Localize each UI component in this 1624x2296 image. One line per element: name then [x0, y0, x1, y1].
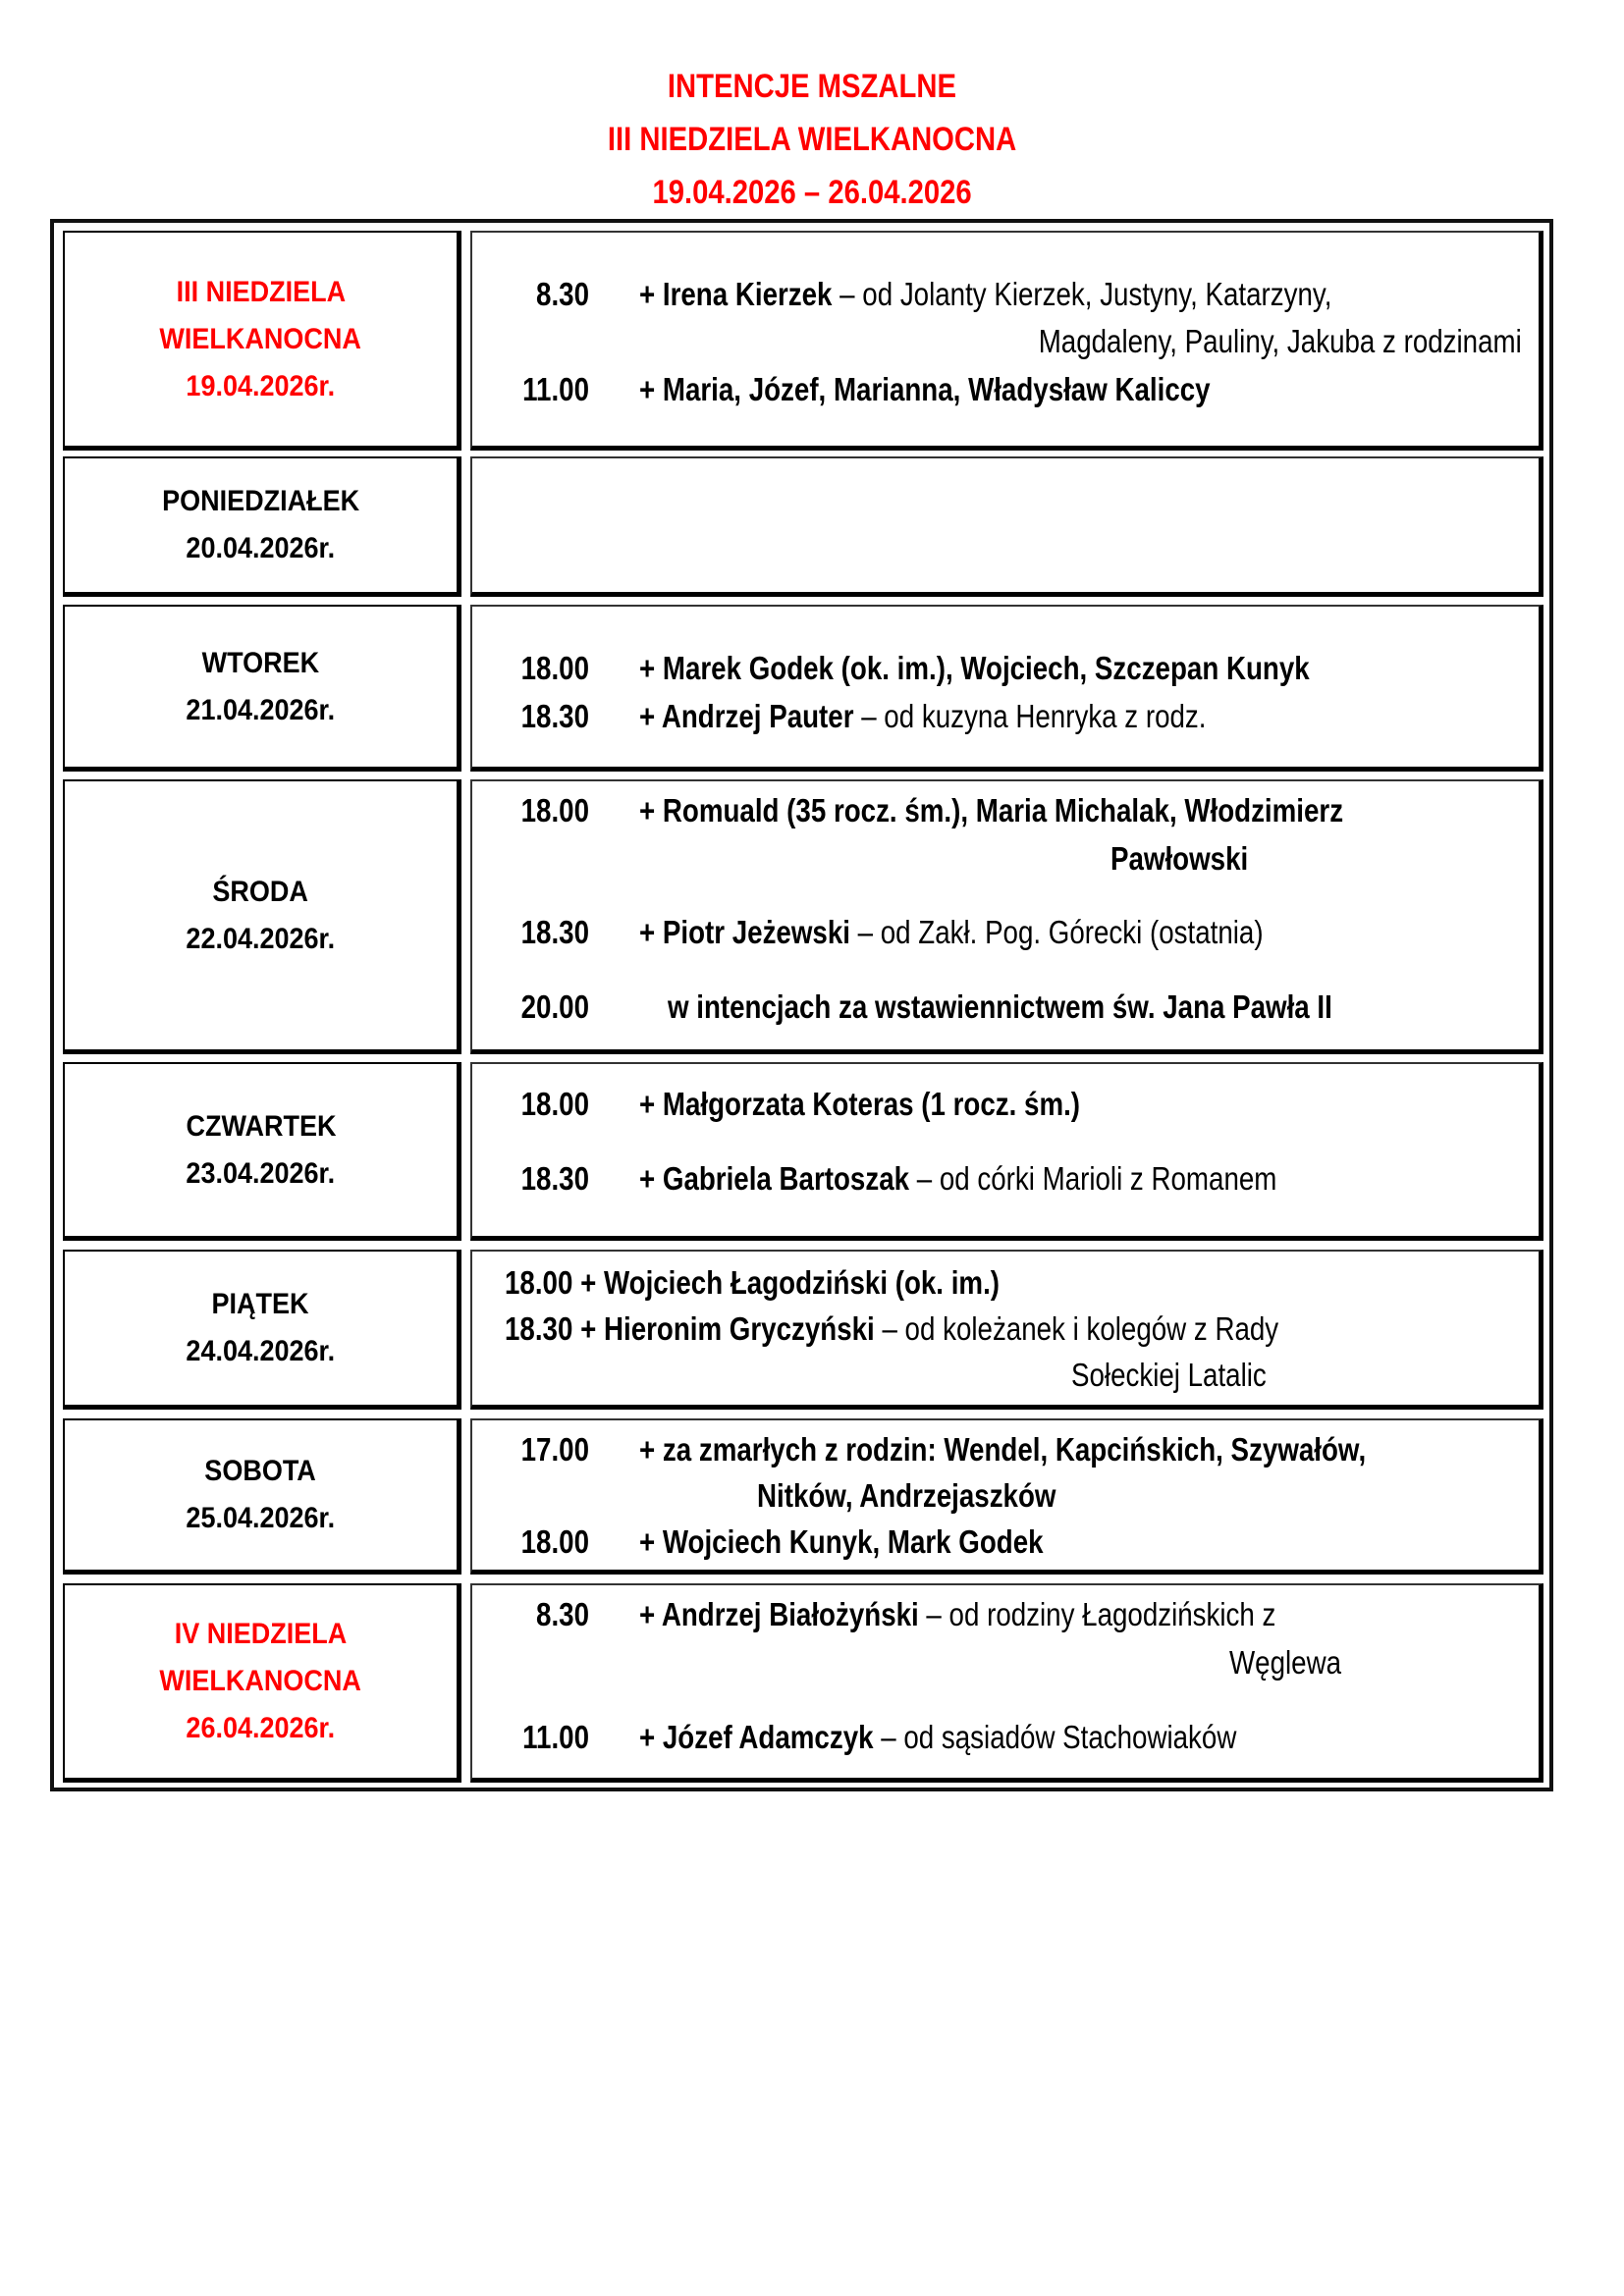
day-name: III NIEDZIELA	[176, 275, 346, 308]
mass-time: 18.00	[520, 650, 589, 686]
day-date: 22.04.2026r.	[186, 922, 336, 955]
title-line-2: III NIEDZIELA WIELKANOCNA	[607, 121, 1017, 158]
day-date: 20.04.2026r.	[186, 532, 336, 564]
mass-time: 18.30	[505, 1310, 573, 1347]
mass-intention: + Irena Kierzek – od Jolanty Kierzek, Justyny, Katarzyny,	[639, 276, 1332, 312]
title-line-1: INTENCJE MSZALNE	[667, 68, 957, 105]
mass-time: 8.30	[536, 276, 589, 312]
day-date: 23.04.2026r.	[186, 1156, 336, 1190]
day-date: 24.04.2026r.	[186, 1335, 336, 1367]
mass-time: 18.00	[505, 1264, 573, 1301]
day-date: 26.04.2026r.	[186, 1712, 336, 1744]
mass-time: 18.00	[520, 792, 589, 828]
masses-cell-monday	[470, 456, 1543, 597]
day-cell-monday	[63, 456, 461, 597]
mass-intention: w intencjach za wstawiennictwem św. Jana Pawła II	[668, 988, 1332, 1025]
mass-time: 18.30	[520, 914, 589, 950]
day-cell-sunday-19	[63, 231, 461, 451]
mass-time: 20.00	[520, 988, 589, 1025]
mass-intention-continued: Nitków, Andrzejaszków	[757, 1477, 1056, 1514]
mass-time: 18.00	[520, 1086, 589, 1122]
mass-intention-continued: Magdaleny, Pauliny, Jakuba z rodzinami	[1038, 323, 1522, 359]
mass-time: 11.00	[522, 371, 589, 407]
mass-intention: + Marek Godek (ok. im.), Wojciech, Szczepan Kunyk	[639, 650, 1310, 686]
day-name: WIELKANOCNA	[159, 1665, 362, 1697]
mass-intention: + Maria, Józef, Marianna, Władysław Kaliccy	[639, 371, 1211, 407]
day-name: WIELKANOCNA	[159, 322, 362, 355]
mass-intention: + Andrzej Białożyński – od rodziny Łagodzińskich z	[639, 1596, 1276, 1632]
day-name: SOBOTA	[204, 1455, 317, 1487]
day-cell-sunday-26	[63, 1583, 461, 1783]
day-name: PIĄTEK	[211, 1288, 309, 1320]
mass-intention: + Małgorzata Koteras (1 rocz. śm.)	[639, 1086, 1081, 1122]
day-date: 25.04.2026r.	[186, 1502, 336, 1534]
day-name: IV NIEDZIELA	[174, 1618, 348, 1650]
mass-time: 11.00	[522, 1719, 589, 1755]
mass-time: 18.30	[520, 1160, 589, 1197]
mass-intention: + Wojciech Kunyk, Mark Godek	[639, 1523, 1044, 1560]
mass-time: 17.00	[520, 1431, 589, 1468]
day-cell-thursday	[63, 1062, 461, 1241]
day-cell-tuesday	[63, 605, 461, 772]
mass-intention: + Piotr Jeżewski – od Zakł. Pog. Górecki (ostatnia)	[639, 914, 1264, 950]
mass-time: 18.30	[520, 698, 589, 734]
mass-intention: 18.00 + Wojciech Łagodziński (ok. im.)	[505, 1264, 1000, 1301]
mass-intention: + Andrzej Pauter – od kuzyna Henryka z rodz.	[639, 698, 1207, 734]
mass-time: 18.00	[520, 1523, 589, 1560]
day-name: CZWARTEK	[185, 1109, 336, 1143]
day-name: PONIEDZIAŁEK	[161, 485, 360, 517]
day-cell-wednesday	[63, 779, 461, 1054]
day-name: ŚRODA	[212, 875, 309, 908]
mass-intention: + Romuald (35 rocz. śm.), Maria Michalak, Włodzimierz	[639, 792, 1344, 828]
title-date-range: 19.04.2026 – 26.04.2026	[652, 174, 972, 211]
mass-intention-continued: Pawłowski	[1110, 840, 1249, 877]
mass-intention-continued: Węglewa	[1229, 1644, 1342, 1681]
day-name: WTOREK	[201, 646, 320, 679]
mass-intention: + za zmarłych z rodzin: Wendel, Kapcińskich, Szywałów,	[639, 1431, 1367, 1468]
mass-time: 8.30	[536, 1596, 589, 1632]
day-date: 19.04.2026r.	[186, 369, 336, 402]
day-cell-friday	[63, 1250, 461, 1410]
mass-intention: + Gabriela Bartoszak – od córki Marioli z Romanem	[639, 1160, 1277, 1197]
mass-intention: 18.30 + Hieronim Gryczyński – od koleżanek i kolegów z Rady	[505, 1310, 1279, 1347]
day-date: 21.04.2026r.	[186, 693, 336, 726]
mass-intention: + Józef Adamczyk – od sąsiadów Stachowiaków	[639, 1719, 1237, 1755]
day-cell-saturday	[63, 1418, 461, 1575]
mass-intention-continued: Sołeckiej Latalic	[1071, 1357, 1267, 1393]
masses-cell-tuesday	[470, 605, 1543, 772]
